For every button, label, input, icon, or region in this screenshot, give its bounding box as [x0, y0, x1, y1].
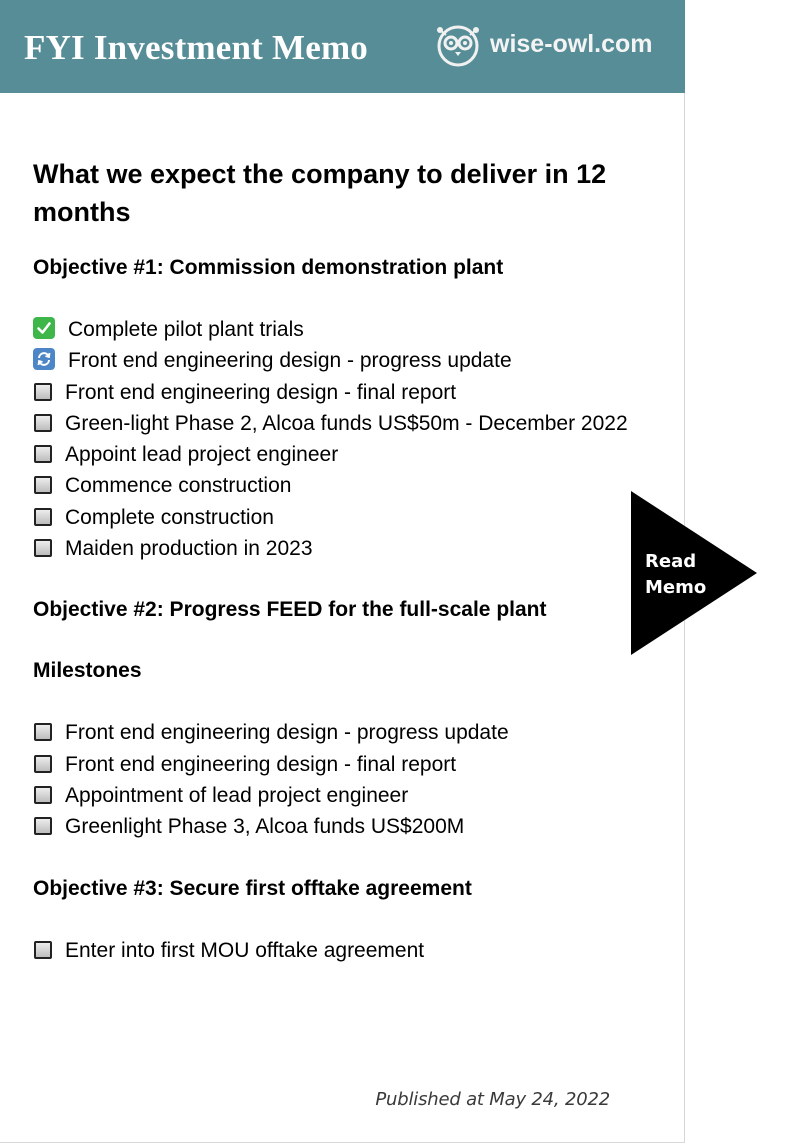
checkbox-empty-icon — [34, 941, 52, 959]
objective-1-title: Objective #1: Commission demonstration plant — [33, 256, 504, 279]
read-memo-button[interactable] — [631, 491, 757, 655]
checkmark-done-icon — [33, 317, 55, 339]
list-item: Greenlight Phase 3, Alcoa funds US$200M — [33, 811, 633, 842]
header-bar — [0, 0, 685, 93]
list-item: Front end engineering design - final report — [33, 377, 633, 408]
list-item: Appoint lead project engineer — [33, 439, 633, 470]
memo-title: FYI Investment Memo — [24, 28, 369, 67]
in-progress-icon — [33, 348, 55, 370]
checkbox-empty-icon — [34, 723, 52, 741]
objective-3-list — [33, 935, 633, 966]
objective-3-title: Objective #3: Secure first offtake agreement — [33, 876, 472, 900]
list-item: Maiden production in 2023 — [33, 533, 633, 564]
brand-text: wise-owl.com — [490, 29, 653, 58]
checkbox-empty-icon — [34, 414, 52, 432]
published-date: Published at May 24, 2022 — [375, 1089, 610, 1110]
memo-content — [33, 155, 633, 966]
list-item: Commence construction — [33, 470, 633, 501]
list-item: Front end engineering design - final report — [33, 749, 633, 780]
checkbox-empty-icon — [34, 817, 52, 835]
checkbox-empty-icon — [34, 476, 52, 494]
list-item: Green-light Phase 2, Alcoa funds US$50m - December 2022 — [33, 408, 633, 439]
brand-logo[interactable] — [432, 20, 653, 68]
list-item: Complete pilot plant trials — [33, 314, 633, 345]
checkbox-empty-icon — [34, 755, 52, 773]
list-item: Complete construction — [33, 502, 633, 533]
list-item: Front end engineering design - progress update — [33, 345, 633, 376]
checkbox-empty-icon — [34, 786, 52, 804]
list-item: Enter into first MOU offtake agreement — [33, 935, 633, 966]
checkbox-empty-icon — [34, 539, 52, 557]
checkbox-empty-icon — [34, 445, 52, 463]
list-item: Appointment of lead project engineer — [33, 780, 633, 811]
section-heading: What we expect the company to deliver in 12 months — [33, 159, 607, 227]
checkbox-empty-icon — [34, 383, 52, 401]
list-item: Front end engineering design - progress update — [33, 717, 633, 748]
read-memo-label: Read Memo — [645, 551, 707, 598]
milestones-title: Milestones — [33, 659, 142, 683]
objective-1-list — [33, 314, 633, 564]
objective-2-list — [33, 717, 633, 842]
objective-2-title: Objective #2: Progress FEED for the full-scale plant — [33, 598, 547, 622]
checkbox-empty-icon — [34, 508, 52, 526]
owl-icon — [432, 21, 484, 67]
